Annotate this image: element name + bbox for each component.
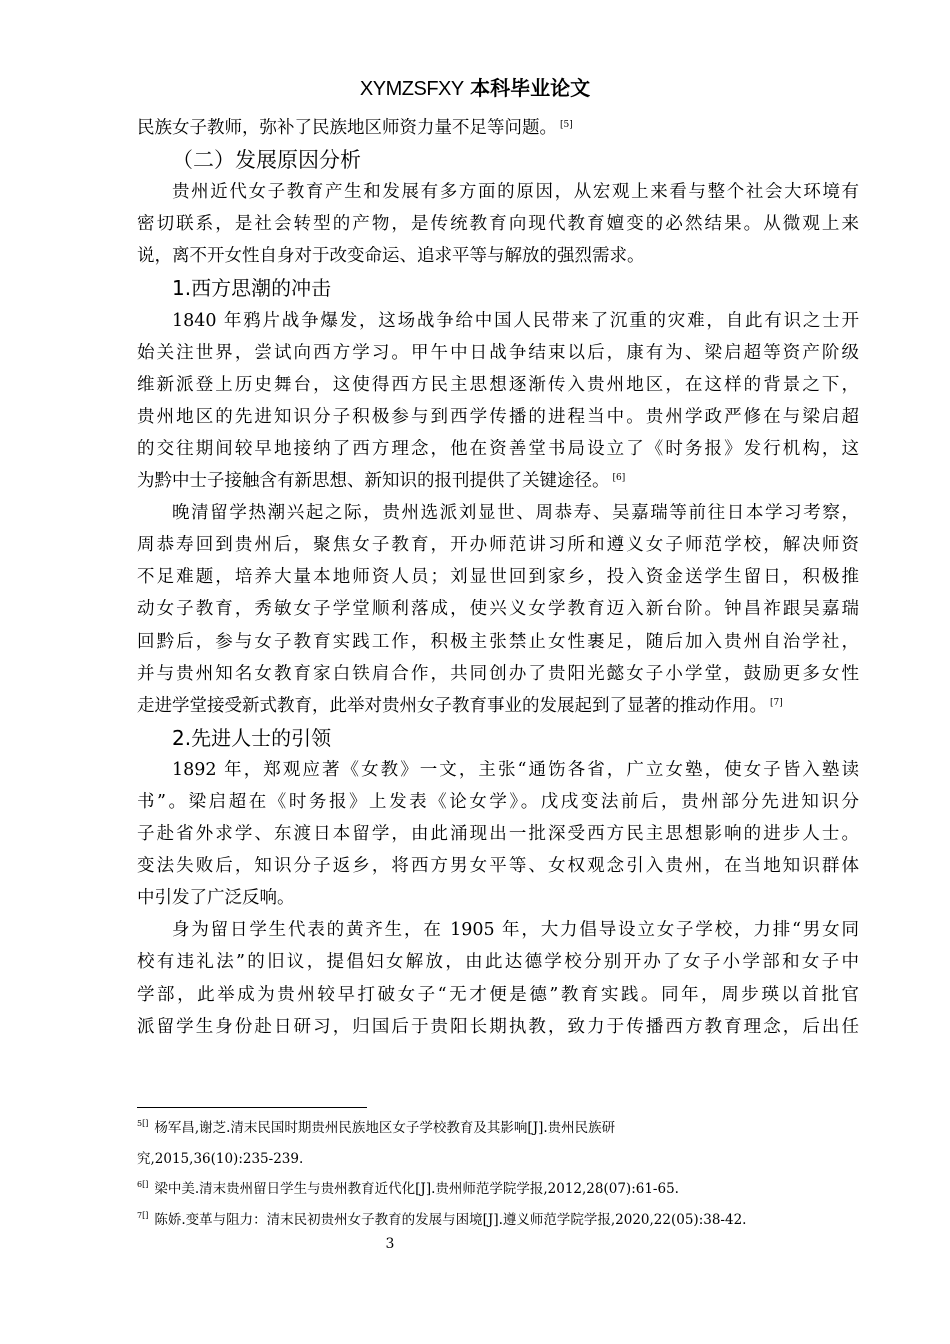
line-text: 为黔中士子接触含有新思想、新知识的报刊提供了关键途径。: [137, 471, 610, 492]
body-text: [137, 112, 859, 1043]
line-text: 不足难题，培养大量本地师资人员；刘显世回到家乡，投入资金送学生留日，积极推: [137, 567, 859, 588]
citation-ref: [7]: [770, 697, 783, 708]
line-text: 民族女子教师，弥补了民族地区师资力量不足等问题。: [137, 118, 557, 138]
line-text: 维新派登上历史舞台，这使得西方民主思想逐渐传入贵州地区，在这样的背景之下，: [137, 374, 859, 395]
text-line: [137, 882, 859, 914]
header-code: XYMZSFXY: [359, 78, 464, 100]
footnote: [137, 1174, 867, 1205]
footnotes: [137, 1113, 867, 1235]
line-text: 变法失败后，知识分子返乡，将西方男女平等、女权观念引入贵州，在当地知识群体: [137, 856, 859, 877]
text-line: [137, 176, 859, 208]
text-line: [137, 497, 859, 529]
footnote: [137, 1113, 867, 1144]
line-text: 校有违礼法”的旧议，提倡妇女解放，由此达德学校分别开办了女子小学部和女子中: [137, 952, 859, 973]
text-line: [137, 561, 859, 593]
line-text: 动女子教育，秀敏女子学堂顺利落成，使兴义女学教育迈入新台阶。钟昌祚跟吴嘉瑞: [137, 599, 859, 620]
line-text: 学部，此举成为贵州较早打破女子“无才便是德”教育实践。同年，周步瑛以首批官: [137, 984, 859, 1005]
text-line: [137, 626, 859, 658]
section-heading: [137, 144, 859, 176]
footnote-mark: 5[]: [137, 1119, 149, 1128]
section-heading: [137, 272, 859, 304]
line-text: 1.西方思潮的冲击: [172, 276, 332, 301]
text-line: [137, 946, 859, 978]
text-line: [137, 593, 859, 625]
line-text: 子赴省外求学、东渡日本留学，由此涌现出一批深受西方民主思想影响的进步人士。: [137, 824, 859, 845]
text-line: [137, 208, 859, 240]
text-line: [137, 337, 859, 369]
text-line: [137, 979, 859, 1011]
text-line: [137, 112, 859, 144]
footnote-text: 杨军昌,谢芝.清末民国时期贵州民族地区女子学校教育及其影响[J].贵州民族研: [154, 1120, 616, 1136]
text-line: [137, 529, 859, 561]
text-line: [137, 786, 859, 818]
footnote-divider: [137, 1107, 367, 1108]
footnote-mark: 6[]: [137, 1180, 149, 1189]
page-header: [0, 72, 950, 101]
footnote-text: 究,2015,36(10):235-239.: [137, 1150, 304, 1167]
header-title: 本科毕业论文: [470, 76, 591, 100]
line-text: 身为留日学生代表的黄齐生，在 1905 年，大力倡导设立女子学校，力排“男女同: [172, 920, 859, 941]
line-text: 的交往期间较早地接纳了西方理念，他在资善堂书局设立了《时务报》发行机构，这: [137, 438, 859, 459]
footnote: [137, 1144, 867, 1175]
text-line: [137, 690, 859, 722]
text-line: [137, 369, 859, 401]
line-text: 晚清留学热潮兴起之际，贵州选派刘显世、周恭寿、吴嘉瑞等前往日本学习考察，: [172, 503, 859, 524]
footnote-text: 陈娇.变革与阻力：清末民初贵州女子教育的发展与困境[J].遵义师范学院学报,2020,22(05):38-42.: [154, 1211, 747, 1228]
line-text: 中引发了广泛反响。: [137, 888, 295, 909]
line-text: 派留学生身份赴日研习，归国后于贵阳长期执教，致力于传播西方教育理念，后出任: [137, 1016, 859, 1037]
line-text: 贵州近代女子教育产生和发展有多方面的原因，从宏观上来看与整个社会大环境有: [172, 182, 859, 203]
section-heading: [137, 722, 859, 754]
text-line: [137, 754, 859, 786]
text-line: [137, 465, 859, 497]
text-line: [137, 240, 859, 272]
line-text: 并与贵州知名女教育家白铁肩合作，共同创办了贵阳光懿女子小学堂，鼓励更多女性: [137, 663, 859, 684]
line-text: 密切联系，是社会转型的产物，是传统教育向现代教育嬗变的必然结果。从微观上来: [137, 214, 859, 235]
text-line: [137, 401, 859, 433]
line-text: 始关注世界，尝试向西方学习。甲午中日战争结束以后，康有为、梁启超等资产阶级: [137, 342, 859, 363]
line-text: 贵州地区的先进知识分子积极参与到西学传播的进程当中。贵州学政严修在与梁启超: [137, 406, 859, 427]
footnote: [137, 1205, 867, 1236]
text-line: [137, 658, 859, 690]
line-text: 说，离不开女性自身对于改变命运、追求平等与解放的强烈需求。: [137, 246, 645, 267]
page-number: 3: [385, 1236, 395, 1252]
line-text: 走进学堂接受新式教育，此举对贵州女子教育事业的发展起到了显著的推动作用。: [137, 695, 767, 716]
citation-ref: [6]: [612, 473, 626, 484]
line-text: （二）发展原因分析: [172, 148, 361, 173]
footnote-mark: 7[]: [137, 1210, 149, 1220]
line-text: 2.先进人士的引领: [172, 725, 332, 750]
text-line: [137, 1011, 859, 1043]
line-text: 回黔后，参与女子教育实践工作，积极主张禁止女性裹足，随后加入贵州自治学社，: [137, 631, 859, 652]
text-line: [137, 818, 859, 850]
text-line: [137, 850, 859, 882]
line-text: 1892 年，郑观应著《女教》一文，主张“通饬各省，广立女塾，使女子皆入塾读: [172, 759, 859, 780]
line-text: 书”。梁启超在《时务报》上发表《论女学》。戊戌变法前后，贵州部分先进知识分: [137, 791, 859, 812]
line-text: 周恭寿回到贵州后，聚焦女子教育，开办师范讲习所和遵义女子师范学校，解决师资: [137, 535, 859, 556]
footnote-text: 梁中美.清末贵州留日学生与贵州教育近代化[J].贵州师范学院学报,2012,28(07):61-65.: [154, 1181, 679, 1197]
citation-ref: [5]: [560, 120, 573, 130]
text-line: [137, 433, 859, 465]
line-text: 1840 年鸦片战争爆发，这场战争给中国人民带来了沉重的灾难，自此有识之士开: [172, 310, 859, 331]
text-line: [137, 305, 859, 337]
text-line: [137, 914, 859, 946]
